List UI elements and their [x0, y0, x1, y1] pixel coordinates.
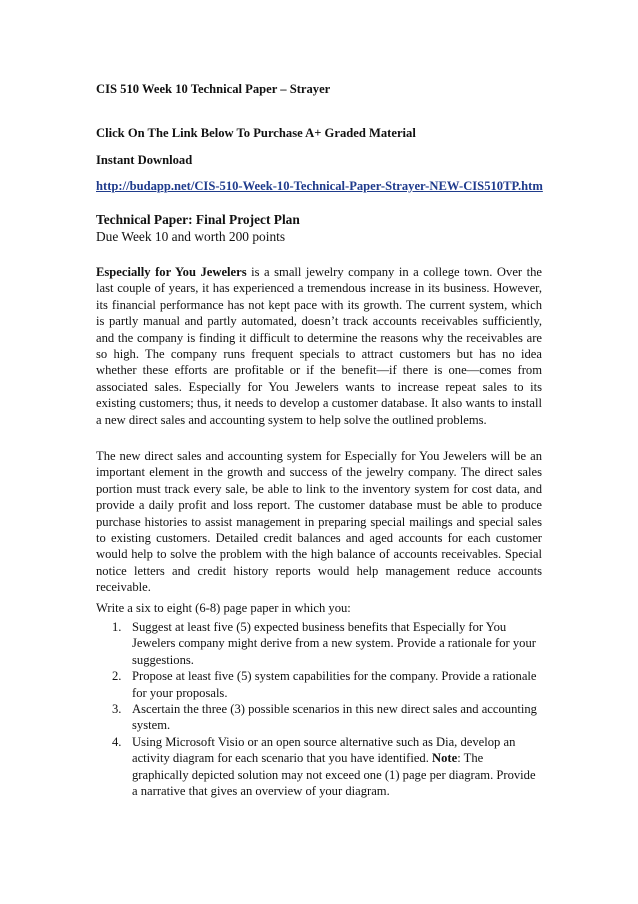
list-item-text: Ascertain the three (3) possible scenarios in this new direct sales and accounting system.	[132, 702, 537, 733]
list-item-text: Suggest at least five (5) expected business benefits that Especially for You Jewelers company might derive from a new system. Provide a rationale for your suggestions.	[132, 620, 536, 667]
paragraph-company-background-text: is a small jewelry company in a college town. Over the last couple of years, it has experienced a tremendous increase in its business. However, its financial performance has not kept pace with its growth. The current system, which is partly manual and partly automated, doesn’t track accounts receivables sufficiently, and the company is finding it difficult to determine the reasons why the receivables are so high. The company runs frequent specials to attract customers but has no idea whether these efforts are profitable or if the benefit—if there is one—comes from associated sales. Especially for You Jewelers wants to increase repeat sales to its existing customers; thus, it needs to develop a customer database. It also wants to install a new direct sales and accounting system to help solve the outlined problems.	[96, 265, 542, 427]
purchase-link[interactable]: http://budapp.net/CIS-510-Week-10-Technical-Paper-Strayer-NEW-CIS510TP.htm	[96, 179, 543, 193]
list-item	[96, 619, 542, 668]
task-list	[96, 619, 542, 799]
paragraph-system-description: The new direct sales and accounting system for Especially for You Jewelers will be an important element in the growth and success of the jewelry company. The direct sales portion must track every sale, be able to link to the inventory system for cost data, and provide a daily profit and loss report. The customer database must be able to produce purchase histories to assist management in preparing special mailings and special sales to existing customers. Detailed credit balances and aged accounts for each customer would help to solve the problem with the high balance of accounts receivables. Special notice letters and credit history reports would help management reduce accounts receivable.	[96, 449, 542, 595]
list-item-number: 3.	[112, 702, 122, 717]
list-item-number: 1.	[112, 620, 122, 634]
list-item	[96, 701, 542, 734]
list-item-text: Using Microsoft Visio or an open source alternative such as Dia, develop an activity diagram for each scenario that you have identified.	[132, 734, 516, 766]
list-item	[96, 668, 542, 701]
company-name-lead: Especially for You Jewelers	[96, 265, 247, 279]
purchase-line: Click On The Link Below To Purchase A+ Graded Material	[96, 126, 416, 140]
assignment-intro: Write a six to eight (6-8) page paper in which you:	[96, 601, 351, 615]
list-item	[96, 734, 542, 800]
due-line: Due Week 10 and worth 200 points	[96, 229, 286, 244]
paper-subtitle: Technical Paper: Final Project Plan	[96, 212, 300, 227]
list-item-number: 2.	[112, 669, 122, 684]
list-item-text-after-note: : The graphically depicted solution may not exceed one (1) page per diagram. Provide a narrative that gives an overview of your diagram.	[132, 751, 536, 799]
instant-download-label: Instant Download	[96, 153, 193, 167]
note-label: Note	[432, 751, 458, 766]
list-item-text: Propose at least five (5) system capabilities for the company. Provide a rationale for your proposals.	[132, 669, 537, 700]
document-title: CIS 510 Week 10 Technical Paper – Strayer	[96, 82, 331, 96]
list-item-number: 4.	[112, 734, 122, 749]
paragraph-company-background	[96, 264, 542, 428]
